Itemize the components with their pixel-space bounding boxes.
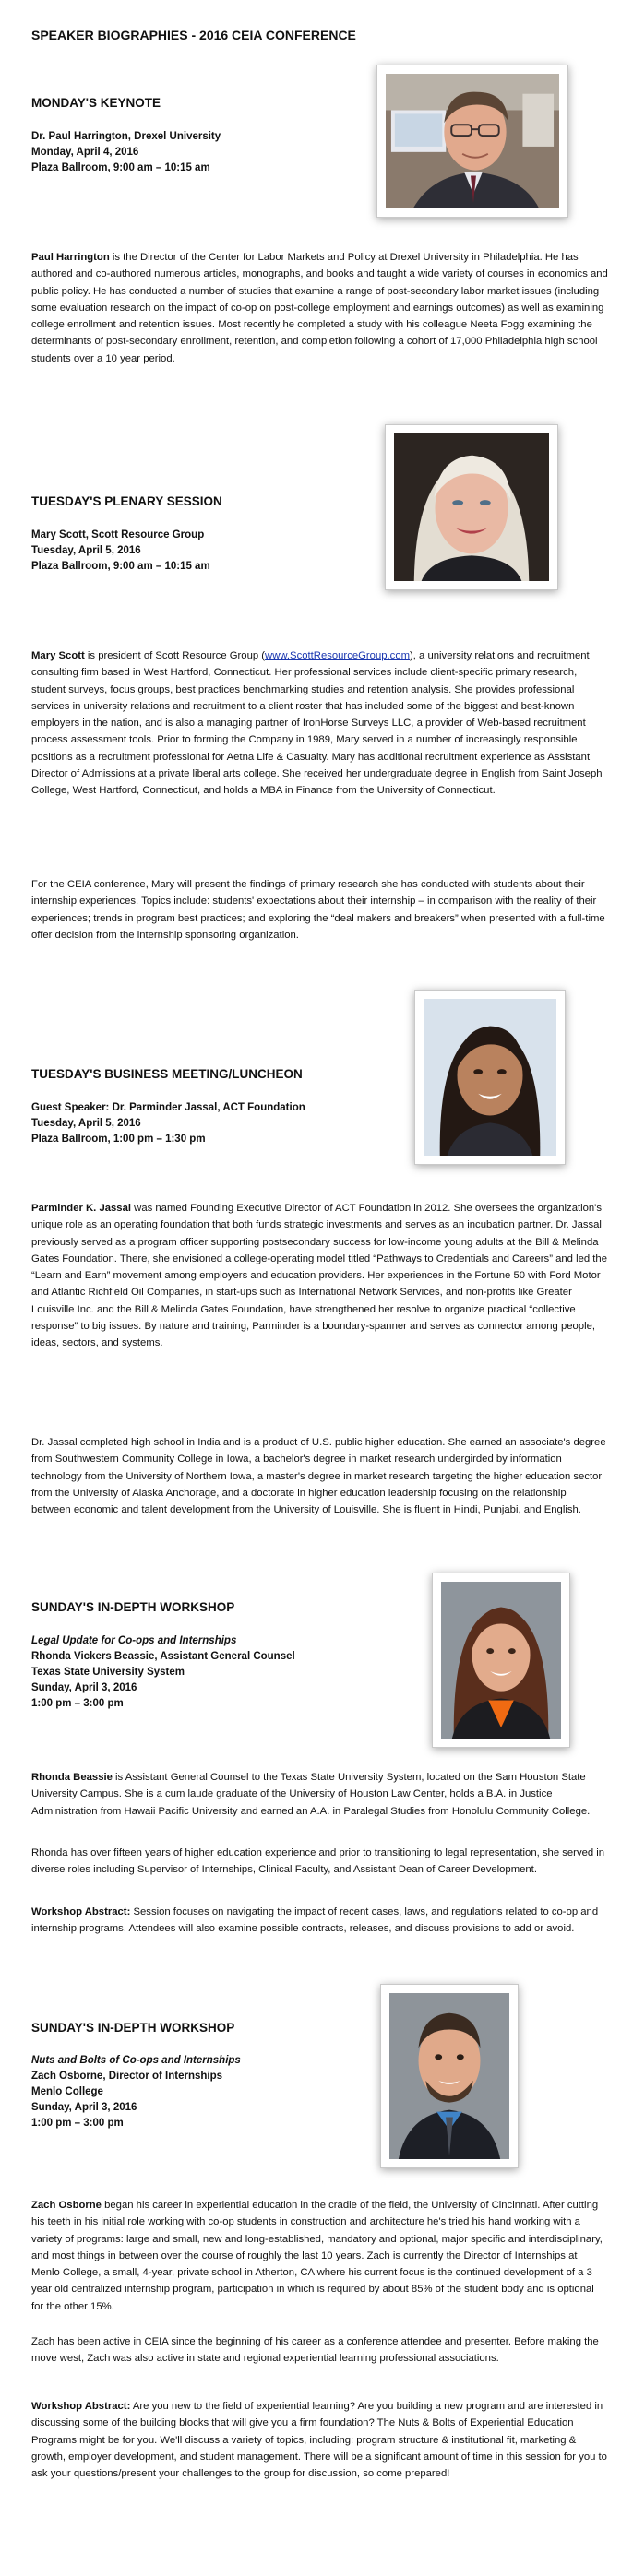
- beassie-experience: Rhonda has over fifteen years of higher education experience and prior to transitioning to legal representation, she served in diverse roles including Supervisor of Internships, Clinical Faculty, and Assistant Dean of Career Development.: [31, 1847, 605, 1876]
- speaker-photo-harrington: [376, 65, 568, 218]
- portrait-harrington-icon: [386, 74, 559, 208]
- speaker-name: Dr. Paul Harrington, Drexel University: [31, 131, 221, 142]
- abstract-label: Workshop Abstract:: [31, 2401, 131, 2412]
- section-heading-nuts-bolts-workshop: SUNDAY'S IN-DEPTH WORKSHOP: [31, 2021, 235, 2035]
- speaker-name: Guest Speaker: Dr. Parminder Jassal, ACT Foundation: [31, 1102, 305, 1113]
- page-title: SPEAKER BIOGRAPHIES - 2016 CEIA CONFERENCE: [31, 28, 356, 42]
- session-time: 1:00 pm – 3:00 pm: [31, 2118, 124, 2129]
- speaker-affiliation: Texas State University System: [31, 1667, 185, 1678]
- session-time: 1:00 pm – 3:00 pm: [31, 1698, 124, 1709]
- bio-name: Parminder K. Jassal: [31, 1203, 132, 1214]
- keynote-meta: [31, 129, 221, 176]
- bio-name: Paul Harrington: [31, 252, 110, 263]
- abstract-text: Are you new to the field of experiential learning? Are you building a new program and are interested in discussing some of the building blocks that will give you a firm foundation? The Nuts & Bolts of Experiential Education Programs might be for you. We'll discuss a variety of topics, including: program structure & institutional fit, marketing & growth, employer development, and student management. There will be a significant amount of time in this session for you to ask your questions/present your challenges to the group for discussion, so come prepared!: [31, 2401, 607, 2480]
- speaker-photo-scott: [385, 424, 558, 590]
- session-date: Monday, April 4, 2016: [31, 147, 139, 158]
- speaker-affiliation: Menlo College: [31, 2086, 103, 2097]
- section-heading-keynote: MONDAY'S KEYNOTE: [31, 96, 161, 110]
- website-link[interactable]: www.ScottResourceGroup.com: [265, 650, 411, 661]
- speaker-photo-beassie: [432, 1573, 570, 1748]
- speaker-photo-osborne: [380, 1984, 519, 2168]
- bio-text: ), a university relations and recruitment consulting firm based in West Hartford, Connecticut. Her professional services include client-specific primary research, student surveys, focus groups, best practices benchmarking studies and retention analysis. She provides professional services in university relations and recruitment to a client roster that has included some of the biggest and best-known employers in the nation, and is also a managing partner of IronHorse Surveys LLC, a provider of Web-based recruitment process assessment tools. Prior to forming the Company in 1989, Mary served in a number of increasingly responsible positions as a recruitment professional for Aetna Life & Casualty. Mary has additional recruitment experience as Assistant Director of Admissions at a private liberal arts college. She received her undergraduate degree in English from Saint Joseph College, West Hartford, Connecticut, and holds a MBA in Finance from the University of Connecticut.: [31, 650, 603, 797]
- bio-osborne: [31, 2197, 608, 2315]
- legal-workshop-abstract: [31, 1904, 608, 1938]
- session-title: Legal Update for Co-ops and Internships: [31, 1635, 237, 1646]
- nuts-bolts-workshop-meta: [31, 2053, 241, 2131]
- session-location-time: Plaza Ballroom, 1:00 pm – 1:30 pm: [31, 1134, 206, 1145]
- bio-text: is Assistant General Counsel to the Texas State University System, located on the Sam Houston State University Campus. She is a cum laude graduate of the University of Houston Law Center, holds a B.A. in Justice Administration from Hawaii Pacific University and earned an A.A. in Paralegal Studies from Honolulu Community College.: [31, 1772, 591, 1817]
- bio-beassie: [31, 1769, 608, 1820]
- speaker-name: Mary Scott, Scott Resource Group: [31, 529, 205, 540]
- jassal-education: Dr. Jassal completed high school in India and is a product of U.S. public higher education. She earned an associate's degree from Southwestern Community College in Iowa, a bachelor's degree in market research undergirded by information technology from the University of Northern Iowa, a master's degree in market research targeting the higher education sector from the University of Alaska Anchorage, and a doctorate in higher education leadership focusing on the relationship between economic and talent development from the University of Louisville. She is fluent in Hindi, Punjabi, and English.: [31, 1437, 606, 1516]
- abstract-label: Workshop Abstract:: [31, 1906, 131, 1917]
- portrait-osborne-icon: [389, 1993, 509, 2159]
- osborne-involvement: Zach has been active in CEIA since the beginning of his career as a conference attendee and presenter. Before making the move west, Zach was also active in state and regional experiential learning professional associations.: [31, 2336, 599, 2365]
- session-location-time: Plaza Ballroom, 9:00 am – 10:15 am: [31, 561, 210, 572]
- session-date: Sunday, April 3, 2016: [31, 1682, 137, 1693]
- bio-name: Rhonda Beassie: [31, 1772, 113, 1783]
- section-heading-legal-workshop: SUNDAY'S IN-DEPTH WORKSHOP: [31, 1600, 235, 1614]
- bio-harrington: [31, 249, 608, 367]
- bio-text: was named Founding Executive Director of ACT Foundation in 2012. She oversees the organization's unique role as an operating foundation that both funds strategic investments and serves as an incubation partner. Dr. Jassal previously served as a program officer supporting postsecondary success for low-income young adults at the Bill & Melinda Gates Foundation. There, she envisioned a college-operating model titled “Pathways to Credentials and Careers” and led the “Learn and Earn” movement among employers and education providers. Her experiences in the Fortune 50 with Ford Motor and Atlantic Richfield Oil Companies, in start-ups such as International Network Services, and non-profits like Greater Louisville Inc. and the Bill & Melinda Gates Foundation, have strengthened her resolve to organize practical “collective response” to big issues. By nature and training, Parminder is a boundary-spanner and serves as connector among people, ideas, sectors, and systems.: [31, 1203, 607, 1349]
- plenary-presentation-summary: For the CEIA conference, Mary will present the findings of primary research she has conducted with students about their internship experiences. Topics include: students' expectations about their internship – in comparison with the reality of their experiences; trends in program best practices; and exploring the “deal makers and breakers” when presented with a full-time offer decision from the internship sponsoring organization.: [31, 879, 605, 941]
- section-heading-plenary: TUESDAY'S PLENARY SESSION: [31, 494, 222, 508]
- bio-name: Mary Scott: [31, 650, 85, 661]
- speaker-photo-jassal: [414, 990, 566, 1165]
- portrait-jassal-icon: [424, 999, 556, 1156]
- section-heading-luncheon: TUESDAY'S BUSINESS MEETING/LUNCHEON: [31, 1067, 303, 1081]
- abstract-text: Session focuses on navigating the impact of recent cases, laws, and regulations related to co-op and internship programs. Attendees will also examine possible contracts, releases, and discuss provisions to add or avoid.: [31, 1906, 599, 1935]
- session-date: Sunday, April 3, 2016: [31, 2102, 137, 2113]
- luncheon-meta: [31, 1100, 305, 1147]
- session-date: Tuesday, April 5, 2016: [31, 545, 141, 556]
- session-location-time: Plaza Ballroom, 9:00 am – 10:15 am: [31, 162, 210, 173]
- bio-text-pre: is president of Scott Resource Group (: [84, 650, 266, 661]
- bio-scott: [31, 647, 608, 800]
- portrait-scott-icon: [394, 433, 549, 581]
- portrait-beassie-icon: [441, 1582, 561, 1739]
- session-title: Nuts and Bolts of Co-ops and Internships: [31, 2055, 241, 2066]
- nuts-bolts-workshop-abstract: [31, 2398, 608, 2482]
- bio-text: is the Director of the Center for Labor Markets and Policy at Drexel University in Philadelphia. He has authored and co-authored numerous articles, monographs, and books and taught a wide variety of courses in economics and public policy. He has conducted a number of studies that examine a range of post-secondary labor market issues (including some evaluation research on the impact of co-op on post-college employment and earnings outcomes) as well as examining college enrollment and retention issues. Most recently he completed a study with his colleague Neeta Fogg examining the determinants of post-secondary enrollment, retention, and completion following a cohort of 17,000 Philadelphia high school students over a 10 year period.: [31, 252, 608, 364]
- plenary-meta: [31, 528, 210, 575]
- session-date: Tuesday, April 5, 2016: [31, 1118, 141, 1129]
- legal-workshop-meta: [31, 1633, 295, 1712]
- bio-text: began his career in experiential education in the cradle of the field, the University of Cincinnati. After cutting his teeth in his initial role working with co-op students in construction and architecture he's tried his hand working with a variety of programs: large and small, new and long-established, mandatory and optional, major specific and interdisciplinary, and most things in between over the course of roughly the last 10 years. Zach is currently the Director of Internships at Menlo College, a small, 4-year, private school in Atherton, CA where his current focus is the continued development of a 3 year old centralized internship program, participation in which is required by about 85% of the student body and is optional for the other 15%.: [31, 2200, 603, 2312]
- speaker-name: Zach Osborne, Director of Internships: [31, 2071, 223, 2082]
- bio-name: Zach Osborne: [31, 2200, 102, 2211]
- bio-jassal: [31, 1200, 608, 1352]
- speaker-name: Rhonda Vickers Beassie, Assistant General Counsel: [31, 1651, 295, 1662]
